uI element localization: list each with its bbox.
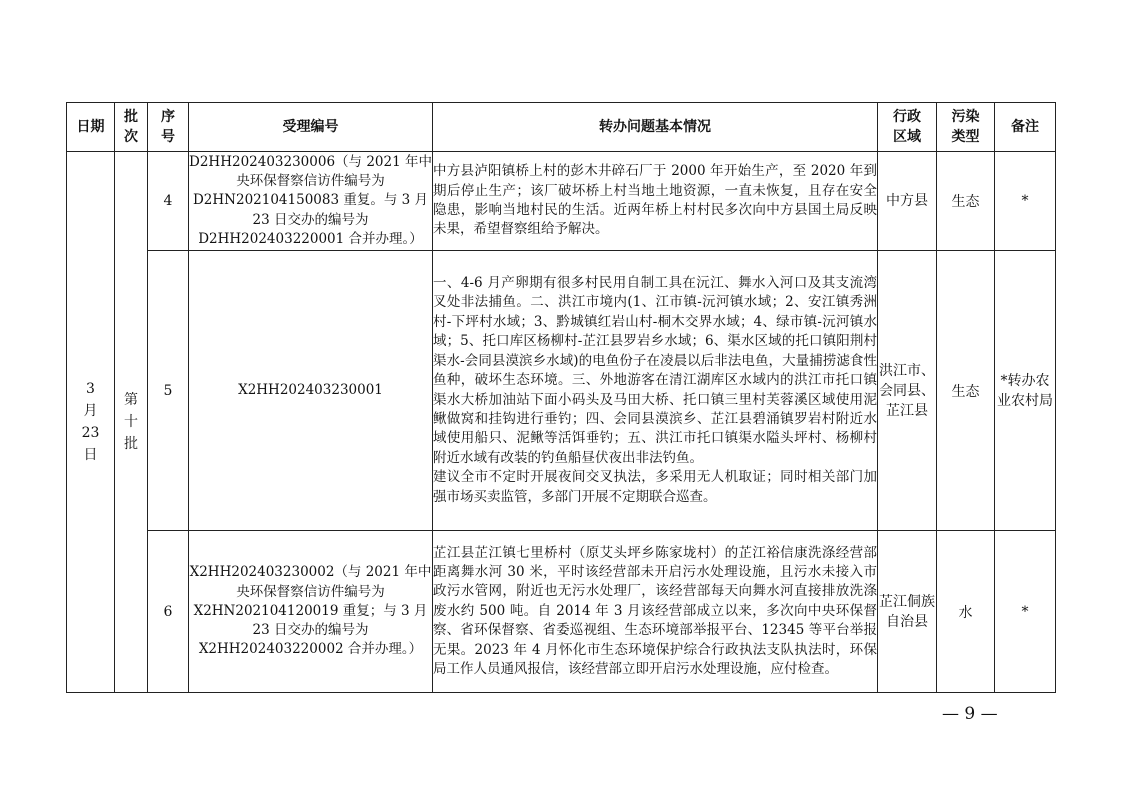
seq-cell: 5 — [148, 251, 189, 531]
content-cell: 中方县泸阳镇桥上村的彭木井碎石厂于 2000 年开始生产，至 2020 年到期后停止生产；该厂破坏桥上村当地土地资源，一直未恢复，且存在安全隐患，影响当地村民的生活。近两年桥上村村民多次向中方县国土局反映未果，希望督察组给予解决。 — [433, 152, 878, 251]
content-paragraph: 一、4-6 月产卵期有很多村民用自制工具在沅江、舞水入河口及其支流湾叉处非法捕鱼。二、洪江市境内(1、江市镇-沅河镇水域；2、安江镇秀洲村-下坪村水域；3、黔城镇红岩山村-桐木交界水域；4、绿市镇-沅河镇水域；5、托口库区杨柳村-芷江县罗岩乡水域；6、渠水区域的托口镇阳荆村渠水-会同县漠滨乡水域)的电鱼份子在凌晨以后非法电鱼，大量捕捞滤食性鱼种，破坏生态环境。三、外地游客在清江湖库区水域内的洪江市托口镇渠水大桥加油站下面小码头及马田大桥、托口镇三里村芙蓉溪区域使用泥鳅做窝和挂钩进行垂钓；四、会同县漠滨乡、芷江县碧涌镇罗岩村附近水域使用船只、泥鳅等活饵垂钓；五、洪江市托口镇渠水隘头坪村、杨柳村附近水域有改装的钓鱼船昼伏夜出非法钓鱼。 — [433, 275, 877, 466]
content-cell — [433, 251, 878, 531]
header-region: 行政区域 — [878, 103, 937, 152]
content-paragraph: 建议全市不定时开展夜间交叉执法，多采用无人机取证；同时相关部门加强市场买卖监管，多部门开展不定期联合巡查。 — [433, 469, 877, 505]
table-row — [67, 152, 1056, 251]
page-number: — 9 — — [942, 704, 998, 724]
header-batch: 批次 — [115, 103, 148, 152]
note-cell: * — [995, 152, 1056, 251]
header-note: 备注 — [995, 103, 1056, 152]
pollution-cell: 生态 — [937, 251, 995, 531]
note-cell: * — [995, 531, 1056, 693]
region-cell: 芷江侗族自治县 — [878, 531, 937, 693]
code-cell: D2HH202403230006（与 2021 年中央环保督察信访件编号为 D2HN202104150083 重复。与 3 月 23 日交办的编号为 D2HH202403220001 合并办理。） — [189, 152, 433, 251]
header-pollution: 污染类型 — [937, 103, 995, 152]
content-cell: 芷江县芷江镇七里桥村（原艾头坪乡陈家垅村）的芷江裕信康洗涤经营部距离舞水河 30 米，平时该经营部未开启污水处理设施，且污水未接入市政污水管网，附近也无污水处理厂，该经营部每天向舞水河直接排放洗涤废水约 500 吨。自 2014 年 3 月该经营部成立以来，多次向中央环保督察、省环保督察、省委巡视组、生态环境部举报平台、12345 等平台举报无果。2023 年 4 月怀化市生态环境保护综合行政执法支队执法时，环保局工作人员通风报信，该经营部立即开启污水处理设施，应付检查。 — [433, 531, 878, 693]
seq-cell: 4 — [148, 152, 189, 251]
pollution-cell: 水 — [937, 531, 995, 693]
batch-cell: 第 十 批 — [115, 152, 148, 693]
code-cell: X2HH202403230002（与 2021 年中央环保督察信访件编号为 X2HN202104120019 重复；与 3 月 23 日交办的编号为 X2HH202403220002 合并办理。） — [189, 531, 433, 693]
code-cell: X2HH202403230001 — [189, 251, 433, 531]
header-code: 受理编号 — [189, 103, 433, 152]
note-cell: *转办农业农村局 — [995, 251, 1056, 531]
date-cell: 3 月 23 日 — [67, 152, 115, 693]
table-row — [67, 531, 1056, 693]
header-seq: 序号 — [148, 103, 189, 152]
petition-table — [66, 102, 1056, 693]
pollution-cell: 生态 — [937, 152, 995, 251]
header-content: 转办问题基本情况 — [433, 103, 878, 152]
header-date: 日期 — [67, 103, 115, 152]
table-row — [67, 251, 1056, 531]
header-row — [67, 103, 1056, 152]
region-cell: 中方县 — [878, 152, 937, 251]
region-cell: 洪江市、会同县、芷江县 — [878, 251, 937, 531]
seq-cell: 6 — [148, 531, 189, 693]
